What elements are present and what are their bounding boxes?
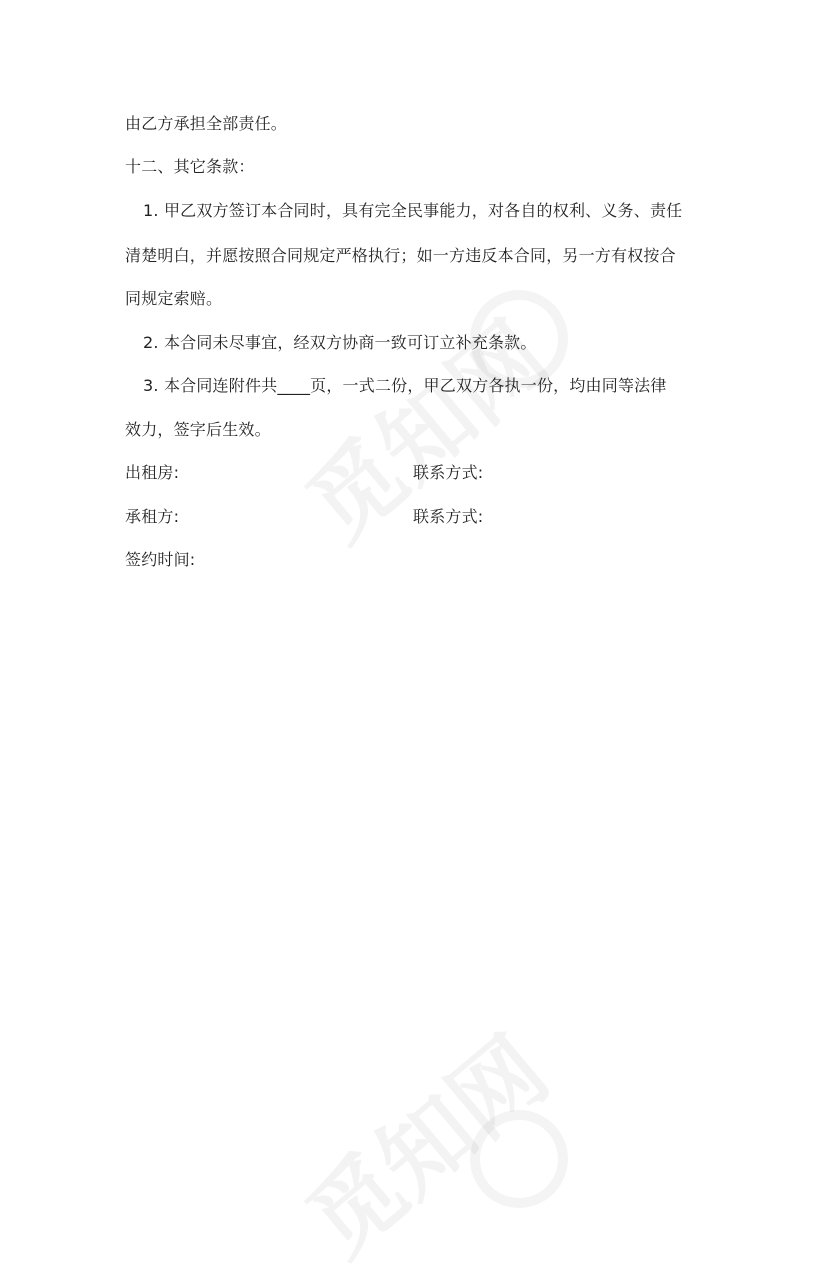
- sign-time-label: 签约时间:: [125, 550, 196, 569]
- paragraph-line-1: 由乙方承担全部责任。: [125, 114, 288, 133]
- clause-1-line-2: 清楚明白，并愿按照合同规定严格执行；如一方违反本合同，另一方有权按合: [125, 246, 676, 265]
- clause-3-line-2: 效力，签字后生效。: [125, 420, 271, 439]
- clause-3-line-1: 3. 本合同连附件共____页，一式二份，甲乙双方各执一份，均由同等法律: [143, 376, 667, 395]
- watermark-badge-bottom: [470, 1110, 568, 1208]
- lessee-label: 承租方:: [125, 507, 180, 526]
- watermark-logo-bottom: [275, 1002, 571, 1280]
- lessor-label: 出租房:: [125, 463, 180, 482]
- section-heading-other-terms: 十二、其它条款：: [125, 157, 255, 176]
- clause-1-line-1: 1. 甲乙双方签订本合同时，具有完全民事能力，对各自的权利、义务、责任: [143, 201, 683, 220]
- clause-1-line-3: 同规定索赔。: [125, 289, 223, 308]
- lessee-contact-label: 联系方式:: [413, 507, 484, 526]
- lessor-contact-label: 联系方式:: [413, 463, 484, 482]
- clause-2: 2. 本合同未尽事宜，经双方协商一致可订立补充条款。: [143, 333, 537, 352]
